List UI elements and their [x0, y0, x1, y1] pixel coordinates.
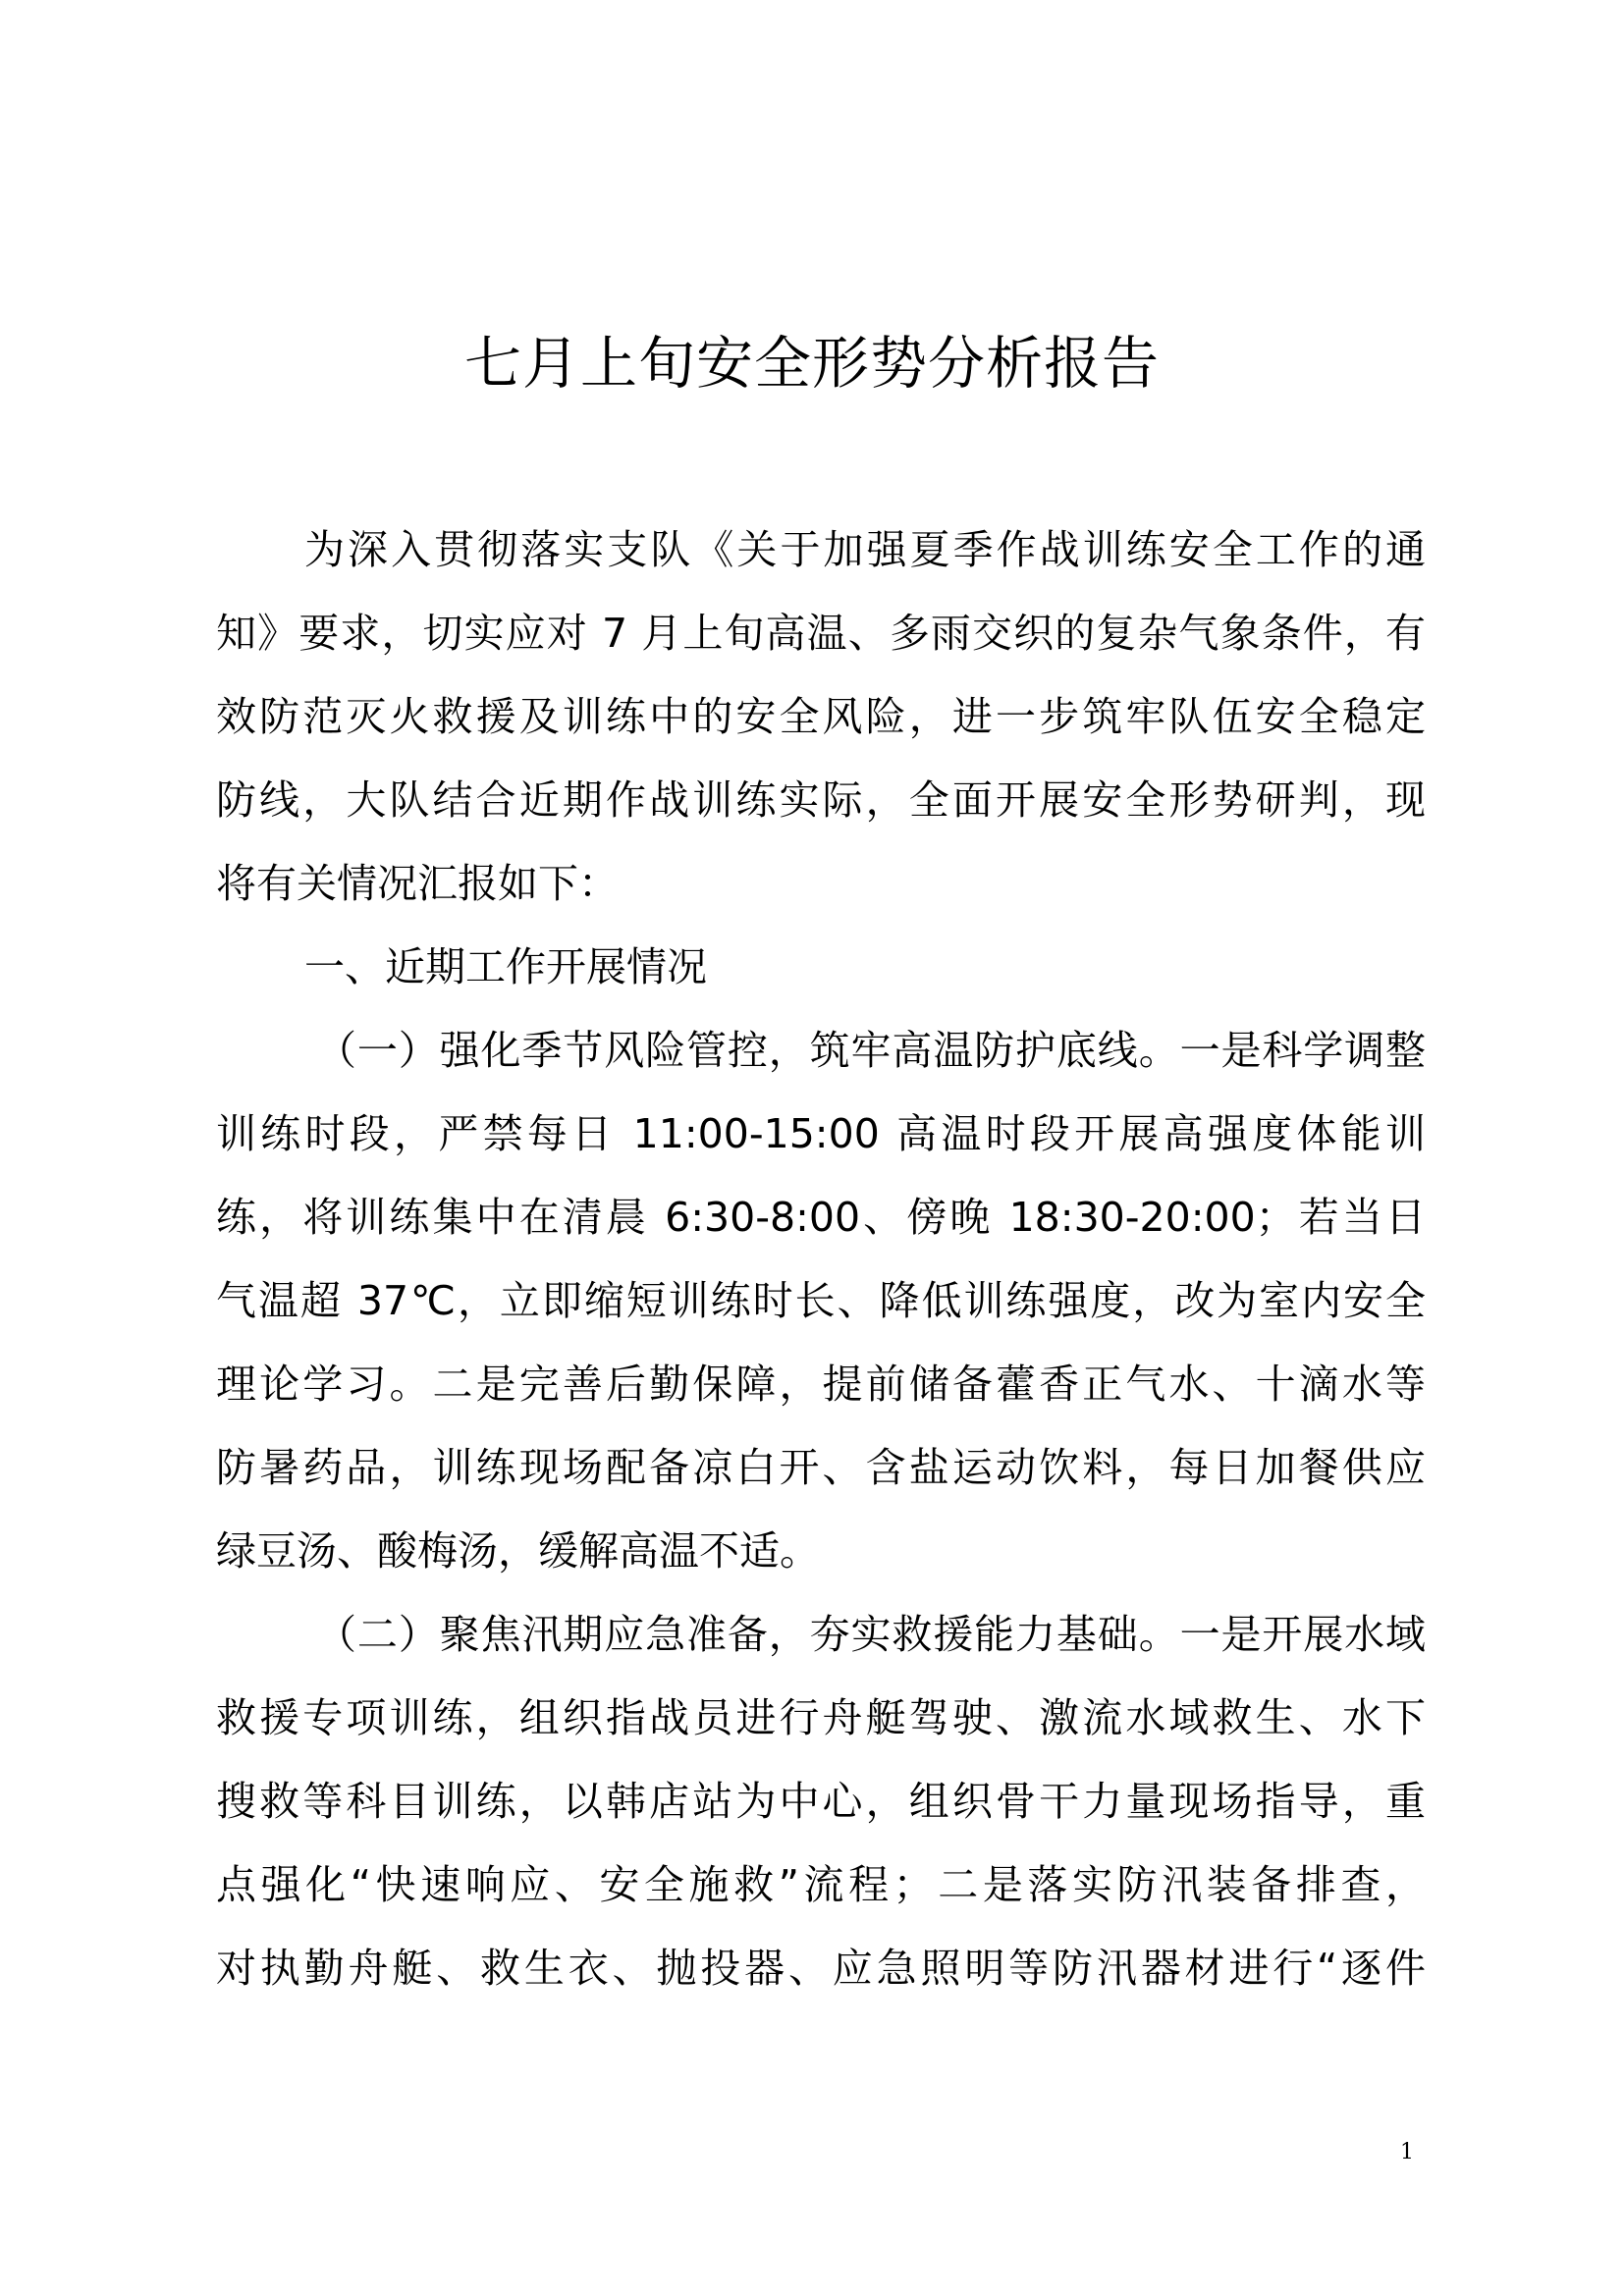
subsection-1-line-1: （一）强化季节风险管控，筑牢高温防护底线。一是科学调整: [316, 1027, 1426, 1074]
subsection-1-line-2: 训练时段，严禁每日 11:00-15:00 高温时段开展高强度体能训: [216, 1110, 1426, 1157]
subsection-2-line-1: （二）聚焦汛期应急准备，夯实救援能力基础。一是开展水域: [316, 1611, 1426, 1658]
subsection-2-line-3: 搜救等科目训练，以韩店站为中心，组织骨干力量现场指导，重: [216, 1778, 1426, 1825]
intro-line-4: 防线，大队结合近期作战训练实际，全面开展安全形势研判，现: [216, 776, 1426, 824]
intro-line-5: 将有关情况汇报如下：: [216, 860, 619, 907]
page-number: 1: [1400, 2140, 1414, 2164]
document-title: 七月上旬安全形势分析报告: [463, 330, 1160, 397]
intro-line-2: 知》要求，切实应对 7 月上旬高温、多雨交织的复杂气象条件，有: [216, 610, 1426, 657]
subsection-1-line-4: 气温超 37℃，立即缩短训练时长、降低训练强度，改为室内安全: [216, 1277, 1426, 1324]
subsection-2-line-4: 点强化“快速响应、安全施救”流程；二是落实防汛装备排查，: [216, 1861, 1426, 1908]
subsection-1-line-3: 练，将训练集中在清晨 6:30-8:00、傍晚 18:30-20:00；若当日: [216, 1194, 1426, 1241]
intro-line-1: 为深入贯彻落实支队《关于加强夏季作战训练安全工作的通: [304, 526, 1426, 573]
subsection-2-line-5: 对执勤舟艇、救生衣、抛投器、应急照明等防汛器材进行“逐件: [216, 1945, 1426, 1992]
subsection-1-line-5: 理论学习。二是完善后勤保障，提前储备藿香正气水、十滴水等: [216, 1361, 1426, 1408]
intro-line-3: 效防范灭火救援及训练中的安全风险，进一步筑牢队伍安全稳定: [216, 693, 1426, 740]
subsection-1-line-7: 绿豆汤、酸梅汤，缓解高温不适。: [216, 1527, 820, 1575]
subsection-1-line-6: 防暑药品，训练现场配备凉白开、含盐运动饮料，每日加餐供应: [216, 1444, 1426, 1491]
section-heading-1: 一、近期工作开展情况: [304, 943, 707, 990]
subsection-2-line-2: 救援专项训练，组织指战员进行舟艇驾驶、激流水域救生、水下: [216, 1694, 1426, 1741]
